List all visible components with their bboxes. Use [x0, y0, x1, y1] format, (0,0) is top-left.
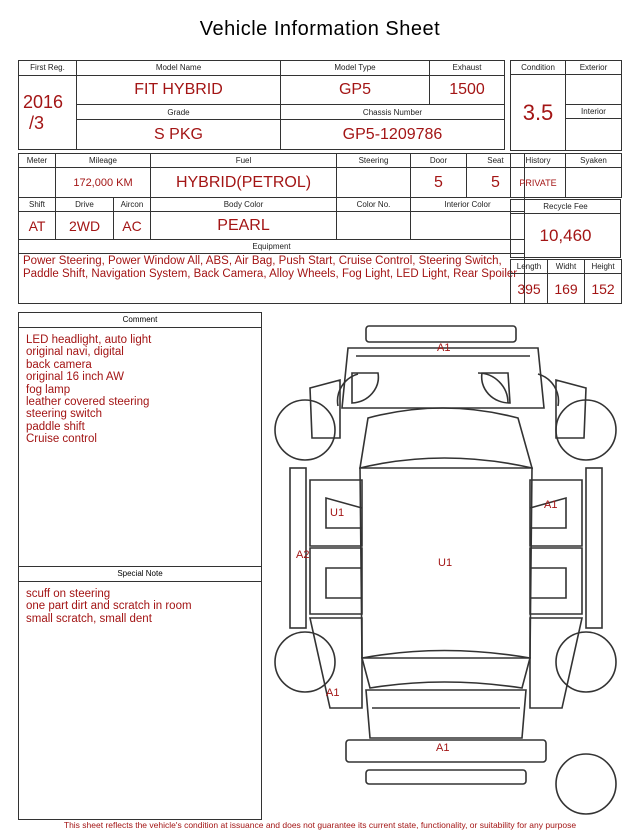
length-label: Length: [511, 260, 548, 274]
left-sill: [290, 468, 306, 628]
comment-box: [18, 312, 262, 567]
seat-label: Seat: [467, 154, 525, 168]
door-label: Door: [411, 154, 467, 168]
model-type-label: Model Type: [281, 61, 430, 76]
body-color-label: Body Color: [151, 198, 337, 212]
equipment-value: Power Steering, Power Window All, ABS, Air Bag, Push Start, Cruise Control, Steering Switch, Paddle Shift, Navigation System, Back Camera, Alloy Wheels, Fog Light, LED Light, Rear Spoiler: [19, 254, 525, 304]
syaken-label: Syaken: [566, 154, 622, 168]
vehicle-detail-table: [18, 153, 525, 304]
damage-mark-rear-left: A1: [326, 687, 340, 699]
history-table: [510, 153, 622, 198]
recycle-table: [510, 199, 621, 258]
right-rear-wheel: [556, 632, 616, 692]
damage-mark-left-door: U1: [330, 507, 345, 519]
interior-label: Interior: [566, 105, 622, 119]
special-note-box: [18, 566, 262, 820]
right-front-wheel: [556, 400, 616, 460]
special-note-header: Special Note: [19, 567, 261, 582]
aircon-value: AC: [114, 212, 151, 240]
damage-mark-right-panel: A1: [544, 499, 558, 511]
interior-color-value: [411, 212, 525, 240]
comment-line: fog lamp: [26, 383, 71, 396]
history-value: PRIVATE: [511, 168, 566, 198]
steering-label: Steering: [337, 154, 411, 168]
right-sill: [586, 468, 602, 628]
comment-line: LED headlight, auto light: [26, 334, 152, 346]
damage-mark-left-side: A2: [296, 549, 310, 561]
first-reg-value: [19, 75, 77, 149]
comment-header: Comment: [19, 313, 261, 328]
left-front-wheel: [275, 400, 335, 460]
special-note-lines: [19, 582, 261, 625]
history-label: History: [511, 154, 566, 168]
width-label: Widht: [548, 260, 585, 274]
first-reg-year: 2016: [23, 92, 64, 113]
hood: [342, 348, 544, 408]
height-value: 152: [585, 274, 622, 304]
special-note-line: one part dirt and scratch in room: [26, 600, 192, 613]
aircon-label: Aircon: [114, 198, 151, 212]
grade-value: S PKG: [77, 120, 281, 150]
steering-value: [337, 168, 411, 198]
shift-value: AT: [19, 212, 56, 240]
disclaimer-footer: This sheet reflects the vehicle's condition at issuance and does not guarantee its current state, functionality, or suitability for any purpose: [63, 820, 577, 830]
chassis-value: GP5-1209786: [281, 120, 505, 150]
comment-lines: [19, 328, 261, 446]
meter-label: Meter: [19, 154, 56, 168]
rear-valance: [366, 770, 526, 784]
damage-mark-center: U1: [438, 557, 453, 569]
door-value: 5: [411, 168, 467, 198]
grade-label: Grade: [77, 105, 281, 120]
drive-value: 2WD: [56, 212, 114, 240]
interior-color-label: Interior Color: [411, 198, 525, 212]
chassis-label: Chassis Number: [281, 105, 505, 120]
seat-value: 5: [467, 168, 525, 198]
front-bumper: [366, 326, 516, 342]
spare-wheel: [556, 754, 616, 814]
damage-mark-front: A1: [437, 342, 451, 354]
drive-label: Drive: [56, 198, 114, 212]
condition-score: 3.5: [511, 75, 566, 151]
rear-window: [362, 651, 530, 689]
recycle-label: Recycle Fee: [511, 200, 621, 214]
comment-line: steering switch: [26, 408, 103, 421]
model-type-value: GP5: [281, 75, 430, 105]
comment-line: back camera: [26, 358, 92, 371]
left-rear-door: [310, 548, 362, 614]
comment-line: paddle shift: [26, 420, 85, 433]
shift-label: Shift: [19, 198, 56, 212]
model-name-value: FIT HYBRID: [77, 75, 281, 105]
windshield: [360, 408, 532, 468]
page-title: Vehicle Information Sheet: [199, 18, 441, 40]
condition-table: [510, 60, 622, 151]
left-rear-wheel: [275, 632, 335, 692]
left-door-window-rear: [326, 568, 362, 598]
special-note-line: small scratch, small dent: [26, 612, 152, 625]
height-label: Height: [585, 260, 622, 274]
fuel-value: HYBRID(PETROL): [151, 168, 337, 198]
front-arch-right-shape: [352, 373, 378, 403]
exterior-label: Exterior: [566, 61, 622, 75]
color-no-label: Color No.: [337, 198, 411, 212]
right-front-fender: [556, 380, 586, 438]
meter-value: [19, 168, 56, 198]
comment-line: original 16 inch AW: [26, 371, 125, 384]
comment-line: leather covered steering: [26, 396, 150, 409]
right-front-door: [530, 480, 582, 546]
body-color-value: PEARL: [151, 212, 337, 240]
exterior-value: [566, 75, 622, 105]
first-reg-label: First Reg.: [19, 61, 77, 76]
tailgate: [366, 690, 526, 738]
comment-line: original navi, digital: [26, 346, 124, 359]
condition-label: Condition: [511, 61, 566, 75]
dimensions-table: [510, 259, 622, 304]
color-no-value: [337, 212, 411, 240]
exhaust-label: Exhaust: [430, 61, 505, 76]
recycle-value: 10,460: [511, 214, 621, 258]
first-reg-month: /3: [29, 113, 45, 134]
width-value: 169: [548, 274, 585, 304]
exhaust-value: 1500: [430, 75, 505, 105]
length-value: 395: [511, 274, 548, 304]
mileage-value: 172,000 KM: [56, 168, 151, 198]
syaken-value: [566, 168, 622, 198]
fuel-label: Fuel: [151, 154, 337, 168]
model-name-label: Model Name: [77, 61, 281, 76]
mileage-label: Mileage: [56, 154, 151, 168]
front-arch-left-shape: [482, 373, 510, 403]
equipment-label: Equipment: [19, 240, 525, 254]
special-note-line: scuff on steering: [26, 588, 111, 600]
damage-mark-rear: A1: [436, 742, 450, 754]
comment-line: Cruise control: [26, 433, 97, 446]
vehicle-basic-table: [18, 60, 505, 150]
right-door-window-rear: [530, 568, 566, 598]
interior-value: [566, 119, 622, 151]
right-rear-door: [530, 548, 582, 614]
